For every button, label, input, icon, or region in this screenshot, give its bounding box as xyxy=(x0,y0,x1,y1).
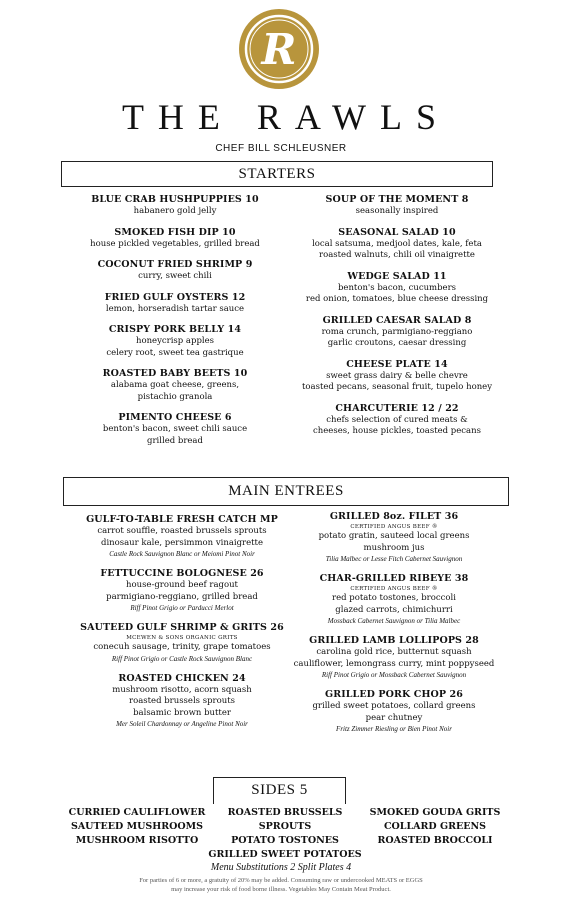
menu-item-name: SMOKED FISH DIP 10 xyxy=(114,226,236,238)
menu-item-name: CHAR-GRILLED RIBEYE 38 xyxy=(319,573,469,584)
menu-item-description: parmigiano-reggiano, grilled bread xyxy=(106,591,258,602)
menu-item-description: house pickled vegetables, grilled bread xyxy=(90,238,260,249)
menu-item-description: red onion, tomatoes, blue cheese dressing xyxy=(305,294,489,304)
menu-item-description: glazed carrots, chimichurri xyxy=(335,604,453,615)
menu-item xyxy=(60,292,290,316)
menu-item-description: cauliflower, lemongrass curry, mint poppyseed xyxy=(293,658,495,669)
menu-item-subtitle: MCEWEN & SONS ORGANIC GRITS xyxy=(126,635,238,641)
menu-item xyxy=(282,403,512,438)
starters-heading: STARTERS xyxy=(61,161,493,187)
restaurant-logo xyxy=(238,8,320,90)
menu-item xyxy=(282,194,512,218)
menu-item xyxy=(60,324,290,359)
side-item: CURRIED CAULIFLOWER xyxy=(68,807,206,818)
menu-item-description: benton's bacon, sweet chili sauce xyxy=(102,424,248,434)
menu-item-description: roasted walnuts, chili oil vinaigrette xyxy=(319,250,475,260)
menu-item-description: balsamic brown butter xyxy=(133,707,231,718)
menu-item-name: GRILLED 8oz. FILET 36 xyxy=(329,511,459,522)
restaurant-name: THE RAWLS xyxy=(121,97,451,137)
menu-item-name: SOUP OF THE MOMENT 8 xyxy=(325,194,469,205)
menu-item-description: alabama goat cheese, greens, xyxy=(110,380,240,390)
wine-pairing: Tilia Malbec or Lesse Fitch Cabernet Sauvignon xyxy=(325,555,463,563)
wine-pairing: Riff Pinot Grigio or Mossback Cabernet Sauvignon xyxy=(321,671,467,679)
menu-item-description: mushroom jus xyxy=(363,542,425,553)
side-item: POTATO TOSTONES xyxy=(231,835,339,846)
menu-item-name: FRIED GULF OYSTERS 12 xyxy=(104,291,246,303)
wine-pairing: Mossback Cabernet Sauvignon or Tilia Malbec xyxy=(327,617,461,625)
menu-item xyxy=(264,511,524,564)
menu-item-description: dinosaur kale, persimmon vinaigrette xyxy=(101,537,263,548)
menu-item-description: mushroom risotto, acorn squash xyxy=(112,684,252,695)
chef-name: CHEF BILL SCHLEUSNER xyxy=(215,143,347,154)
menu-item-name: GRILLED LAMB LOLLIPOPS 28 xyxy=(309,635,479,646)
menu-item-name: WEDGE SALAD 11 xyxy=(347,270,447,282)
wine-pairing: Riff Pinot Grigio or Parducci Merlot xyxy=(130,604,234,612)
side-item: MUSHROOM RISOTTO xyxy=(75,835,199,846)
starters-right-column xyxy=(282,194,512,447)
menu-item-name: CHARCUTERIE 12 / 22 xyxy=(335,402,459,414)
menu-item-description: carrot souffle, roasted brussels sprouts xyxy=(97,526,267,536)
menu-item xyxy=(60,227,290,251)
menu-item-description: garlic croutons, caesar dressing xyxy=(327,338,467,348)
menu-item xyxy=(264,689,524,734)
sides-column-2 xyxy=(200,806,370,862)
menu-item-name: FETTUCCINE BOLOGNESE 26 xyxy=(100,568,264,579)
side-item: SAUTEED MUSHROOMS xyxy=(70,821,204,832)
side-item: SMOKED GOUDA GRITS xyxy=(369,807,501,818)
side-item: COLLARD GREENS xyxy=(383,821,487,832)
sides-column-1 xyxy=(62,806,212,848)
side-item: GRILLED SWEET POTATOES xyxy=(208,849,362,860)
menu-item-description: roasted brussels sprouts xyxy=(129,696,235,706)
menu-item-name: CHEESE PLATE 14 xyxy=(346,358,448,370)
logo-letter: R xyxy=(261,25,297,74)
substitutions-note: Menu Substitutions 2 Split Plates 4 xyxy=(210,862,352,873)
menu-item-description: local satsuma, medjool dates, kale, feta xyxy=(312,238,482,249)
menu-item xyxy=(282,227,512,262)
menu-item-description: pistachio granola xyxy=(137,391,213,402)
gratuity-notice: For parties of 6 or more, a gratuity of 20% may be added. Consuming raw or undercooked MEATS or EGGS xyxy=(139,877,423,884)
side-item: ROASTED BRUSSELS SPROUTS xyxy=(227,807,343,832)
menu-item-description: honeycrisp apples xyxy=(135,336,214,346)
menu-item-description: celery root, sweet tea gastrique xyxy=(106,347,244,358)
menu-item-description: red potato tostones, broccoli xyxy=(332,593,456,603)
menu-item-name: CRISPY PORK BELLY 14 xyxy=(108,324,242,335)
side-item: ROASTED BROCCOLI xyxy=(377,835,493,846)
menu-item xyxy=(264,573,524,626)
menu-item-description: chefs selection of cured meats & xyxy=(326,414,468,425)
menu-item-name: PIMENTO CHEESE 6 xyxy=(118,412,232,423)
starters-left-column xyxy=(60,194,290,456)
menu-item-name: BLUE CRAB HUSHPUPPIES 10 xyxy=(91,194,259,205)
menu-item-description: pear chutney xyxy=(365,712,423,723)
menu-item xyxy=(264,635,524,680)
wine-pairing: Mer Soleil Chardonnay or Angeline Pinot Noir xyxy=(116,720,248,728)
entrees-right-column xyxy=(264,511,524,743)
menu-item-description: benton's bacon, cucumbers xyxy=(337,282,457,293)
menu-item xyxy=(282,359,512,394)
menu-item-name: ROASTED CHICKEN 24 xyxy=(118,672,246,684)
menu-item-description: habanero gold jelly xyxy=(133,206,217,216)
entrees-heading: MAIN ENTREES xyxy=(63,477,509,506)
menu-item xyxy=(60,194,290,218)
menu-item-name: ROASTED BABY BEETS 10 xyxy=(102,368,248,379)
sides-heading: SIDES 5 xyxy=(213,777,346,804)
menu-item-name: SAUTEED GULF SHRIMP & GRITS 26 xyxy=(80,622,284,633)
wine-pairing: Fritz Zimmer Riesling or Bien Pinot Noir xyxy=(336,725,452,733)
menu-item-name: COCONUT FRIED SHRIMP 9 xyxy=(97,259,253,270)
menu-item-name: GULF-TO-TABLE FRESH CATCH MP xyxy=(86,514,278,525)
menu-item-description: potato gratin, sauteed local greens xyxy=(318,531,470,541)
menu-item-description: sweet grass dairy & belle chevre xyxy=(326,370,468,381)
menu-item xyxy=(60,259,290,283)
menu-item-description: cheeses, house pickles, toasted pecans xyxy=(313,426,481,436)
menu-item-description: lemon, horseradish tartar sauce xyxy=(105,303,245,314)
menu-item-description: seasonally inspired xyxy=(355,206,439,216)
menu-item-description: roma crunch, parmigiano-reggiano xyxy=(321,326,473,337)
menu-item-name: GRILLED PORK CHOP 26 xyxy=(325,689,463,700)
menu-item xyxy=(60,368,290,403)
menu-item-name: SEASONAL SALAD 10 xyxy=(338,226,456,238)
health-notice: may increase your risk of food borne illness. Vegetables May Contain Meat Product. xyxy=(171,886,391,893)
wine-pairing: Riff Pinot Grigio or Castle Rock Sauvignon Blanc xyxy=(111,654,253,663)
menu-item-name: GRILLED CAESAR SALAD 8 xyxy=(322,314,472,326)
menu-item xyxy=(282,315,512,350)
menu-item-subtitle: CERTIFIED ANGUS BEEF ® xyxy=(350,524,438,530)
menu-item-subtitle: CERTIFIED ANGUS BEEF ® xyxy=(350,586,438,592)
menu-item-description: house-ground beef ragout xyxy=(126,580,238,590)
menu-item xyxy=(282,271,512,306)
menu-item-description: grilled bread xyxy=(147,435,203,446)
wine-pairing: Castle Rock Sauvignon Blanc or Meiomi Pinot Noir xyxy=(109,550,255,558)
menu-item-description: carolina gold rice, butternut squash xyxy=(316,647,472,657)
menu-item xyxy=(60,412,290,447)
menu-item-description: grilled sweet potatoes, collard greens xyxy=(312,701,476,711)
menu-item-description: toasted pecans, seasonal fruit, tupelo honey xyxy=(301,382,492,392)
menu-item-description: conecuh sausage, trinity, grape tomatoes xyxy=(93,642,271,652)
sides-column-3 xyxy=(360,806,510,848)
menu-item-description: curry, sweet chili xyxy=(138,271,212,281)
